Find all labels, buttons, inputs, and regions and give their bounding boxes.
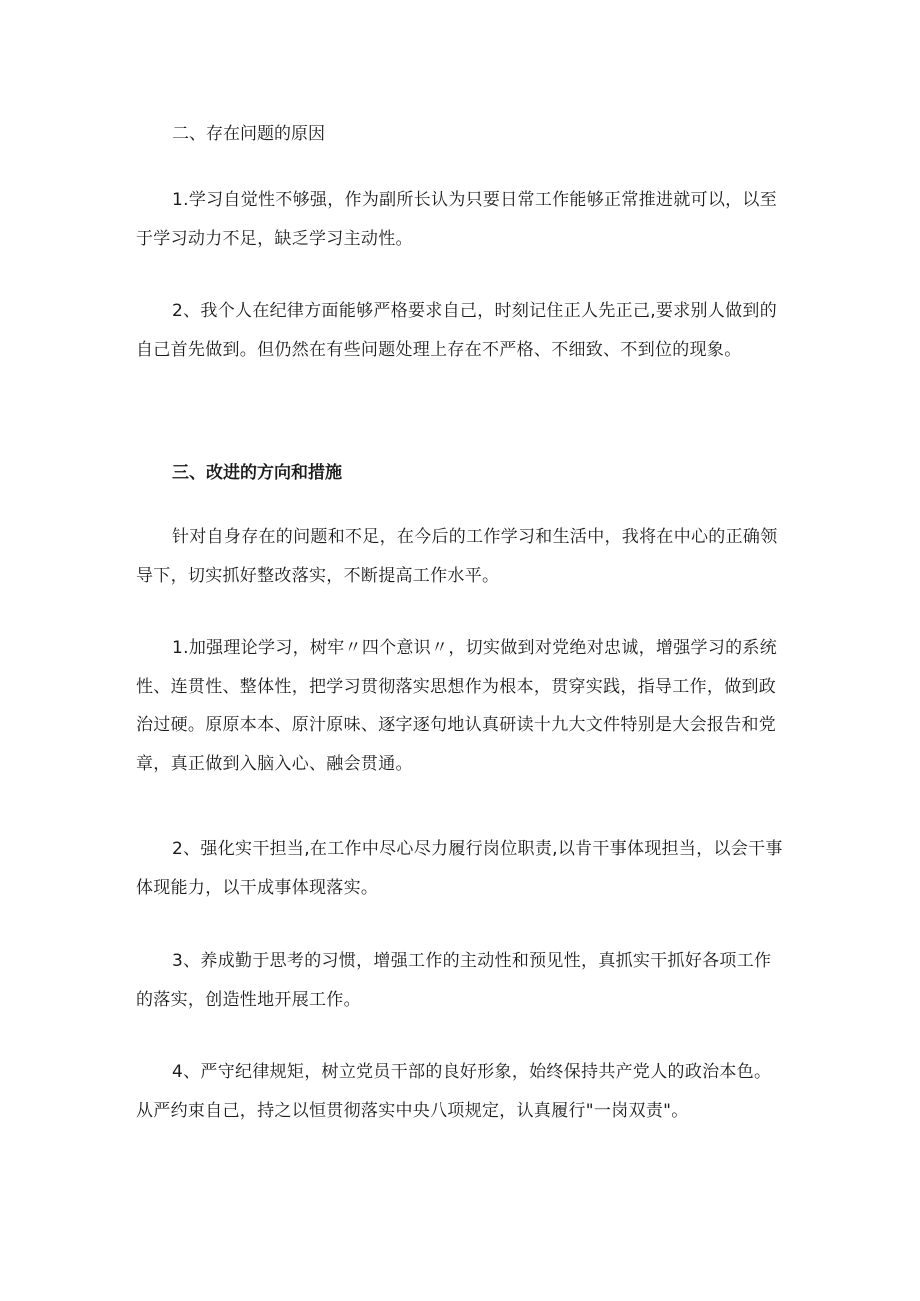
paragraph-measure-1: 1.加强理论学习，树牢〃四个意识〃，切实做到对党绝对忠诚，增强学习的系统性、连贯性、整体性，把学习贯彻落实思想作为根本，贯穿实践，指导工作，做到政治过硬。原原本本、原汁原味、逐字逐句地认真研读十九大文件特别是大会报告和党章，真正做到入脑入心、融会贯通。 bbox=[136, 638, 778, 774]
section-heading-improvements: 三、改进的方向和措施 bbox=[172, 463, 342, 483]
paragraph-measure-3: 3、养成勤于思考的习惯，增强工作的主动性和预见性，真抓实干抓好各项工作的落实，创造性地开展工作。 bbox=[136, 951, 772, 1010]
paragraph-improvement-intro: 针对自身存在的问题和不足，在今后的工作学习和生活中，我将在中心的正确领导下，切实抓好整改落实，不断提高工作水平。 bbox=[136, 527, 778, 586]
paragraph-measure-4: 4、严守纪律规矩，树立党员干部的良好形象，始终保持共产党人的政治本色。从严约束自己，持之以恒贯彻落实中央八项规定，认真履行"一岗双责"。 bbox=[136, 1062, 772, 1121]
section-heading-causes: 二、存在问题的原因 bbox=[172, 124, 325, 144]
paragraph-measure-2: 2、强化实干担当,在工作中尽心尽力履行岗位职责,以肯干事体现担当，以会干事体现能力，以干成事体现落实。 bbox=[136, 839, 783, 898]
paragraph-cause-1: 1.学习自觉性不够强，作为副所长认为只要日常工作能够正常推进就可以，以至于学习动力不足，缺乏学习主动性。 bbox=[136, 190, 778, 249]
paragraph-cause-2: 2、我个人在纪律方面能够严格要求自己，时刻记住正人先正己,要求别人做到的自己首先做到。但仍然在有些问题处理上存在不严格、不细致、不到位的现象。 bbox=[136, 301, 778, 360]
